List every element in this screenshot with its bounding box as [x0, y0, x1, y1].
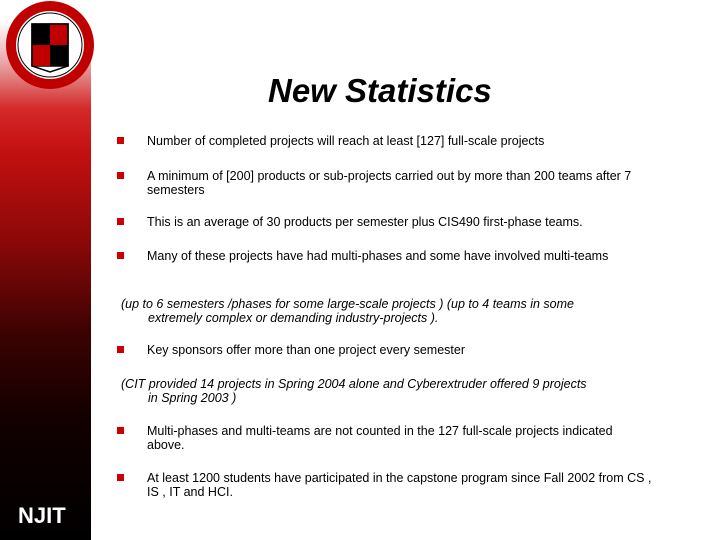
note-line: (up to 6 semesters /phases for some large-scale projects ) (up to 4 teams in some: [121, 297, 574, 311]
bullet-text: Number of completed projects will reach at least [127] full-scale projects: [147, 134, 545, 148]
note-line: (CIT provided 14 projects in Spring 2004 alone and Cyberextruder offered 9 projects: [121, 377, 587, 391]
note-line: in Spring 2003 ): [148, 391, 237, 405]
bullet-text: Multi-phases and multi-teams are not counted in the 127 full-scale projects indicated above.: [147, 424, 613, 452]
note-text: [121, 377, 661, 405]
bullet-text: This is an average of 30 products per semester plus CIS490 first-phase teams.: [147, 215, 583, 229]
university-seal-logo: [3, 0, 97, 94]
slide-title: New Statistics: [268, 72, 492, 109]
bullet-marker: [117, 346, 124, 353]
note-line: extremely complex or demanding industry-projects ).: [148, 311, 439, 325]
bullet-marker: [117, 427, 124, 434]
bullet-marker: [117, 137, 124, 144]
bullet-text: Key sponsors offer more than one project every semester: [147, 343, 465, 357]
bullet-marker: [117, 252, 124, 259]
njit-logo: NJIT: [18, 503, 66, 528]
bullet-marker: [117, 172, 124, 179]
bullet-text: At least 1200 students have participated in the capstone program since Fall 2002 from CS , IS , IT and HCI.: [147, 471, 652, 499]
bullet-marker: [117, 474, 124, 481]
bullet-marker: [117, 218, 124, 225]
bullet-text: Many of these projects have had multi-phases and some have involved multi-teams: [147, 249, 609, 263]
note-text: [121, 297, 661, 325]
bullet-text: A minimum of [200] products or sub-projects carried out by more than 200 teams after 7 semesters: [147, 169, 632, 197]
